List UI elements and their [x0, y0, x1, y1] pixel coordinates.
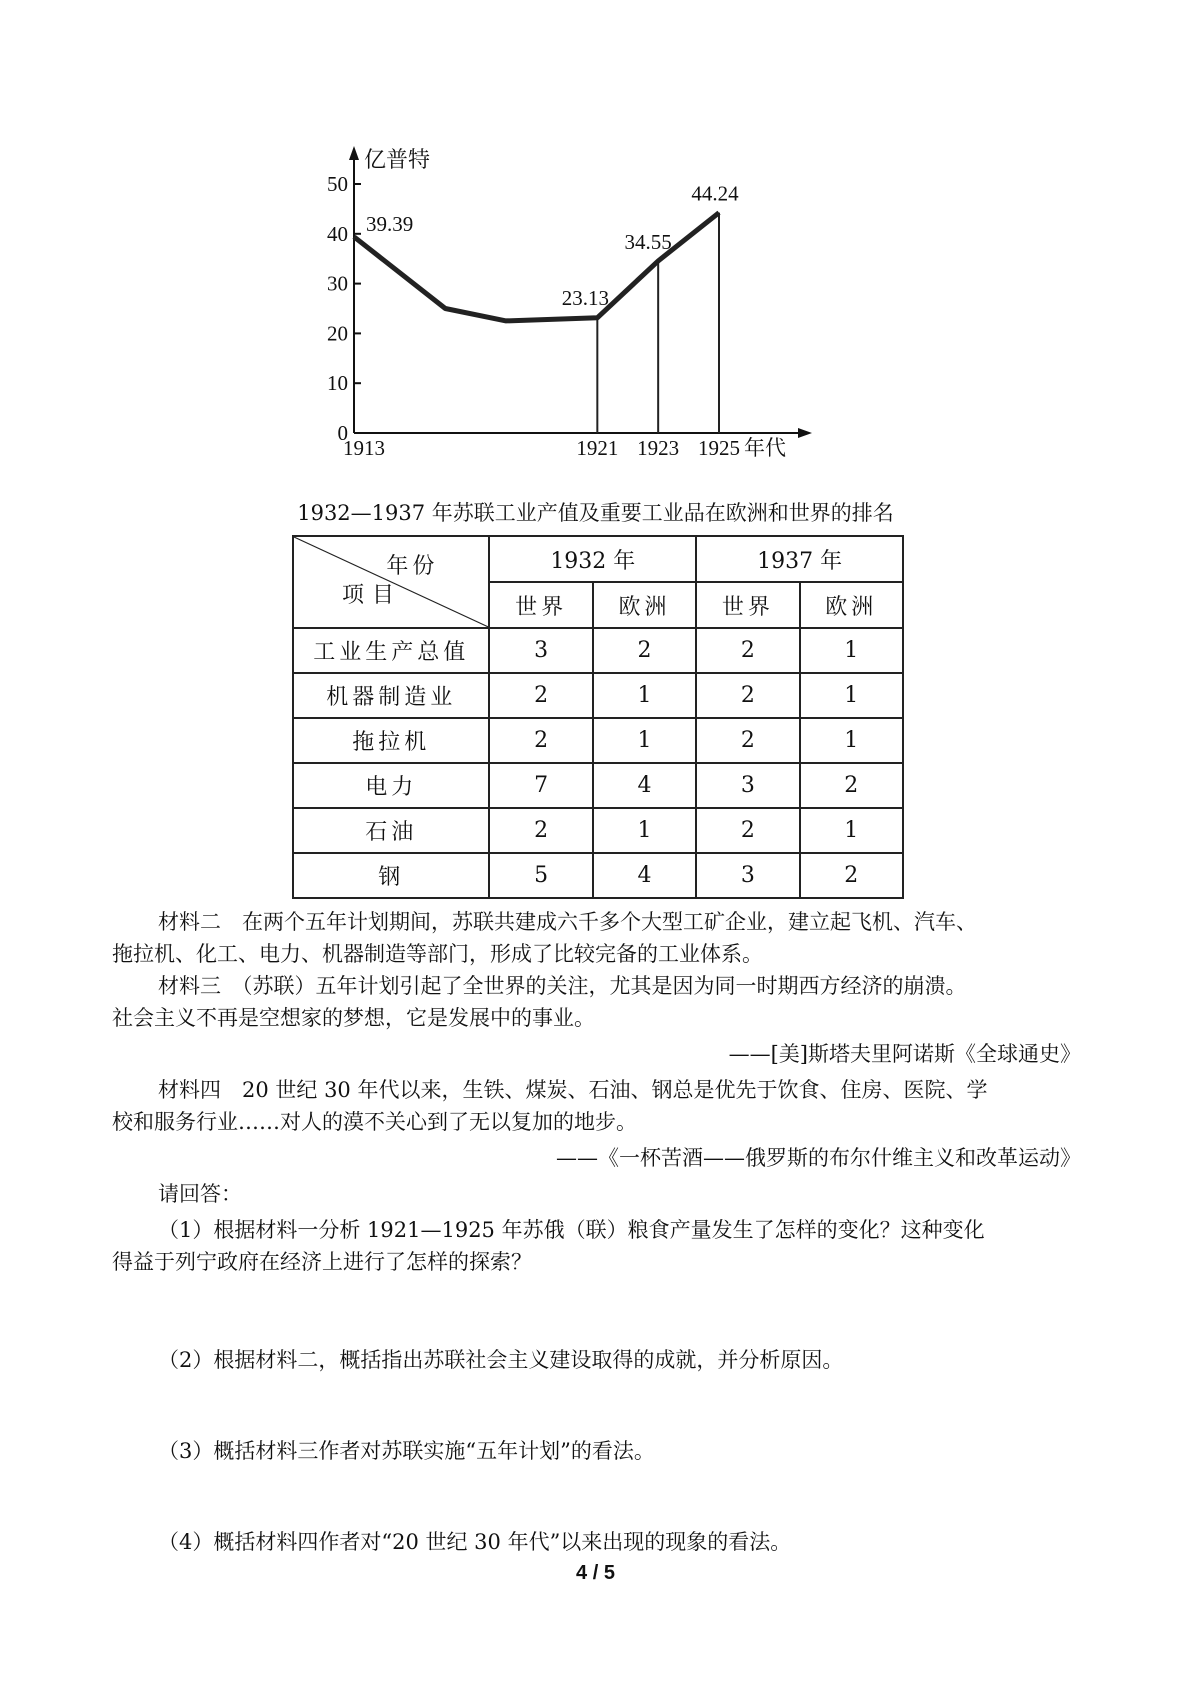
table-cell: 1 — [800, 808, 903, 853]
table-cell: 5 — [489, 853, 592, 898]
table-header-diagonal — [293, 536, 489, 628]
table-cell: 2 — [696, 718, 799, 763]
table-cell: 2 — [489, 808, 592, 853]
table-cell: 2 — [489, 673, 592, 718]
x-tick-label: 1925 — [698, 436, 740, 460]
row-label: 机器制造业 — [293, 673, 489, 718]
y-tick-label: 30 — [327, 271, 348, 296]
table-cell: 2 — [696, 673, 799, 718]
material-2-line-1: 材料二 在两个五年计划期间，苏联共建成六千多个大型工矿企业，建立起飞机、汽车、 — [158, 910, 977, 934]
sub-header: 世界 — [489, 582, 592, 628]
table-row — [293, 808, 903, 853]
table-cell: 1 — [800, 673, 903, 718]
table-row — [293, 718, 903, 763]
table-cell: 1 — [800, 628, 903, 673]
question-1-line-2: 得益于列宁政府在经济上进行了怎样的探索？ — [112, 1250, 532, 1274]
y-tick-label: 20 — [327, 321, 348, 346]
question-4: （4）概括材料四作者对“20 世纪 30 年代”以来出现的现象的看法。 — [158, 1530, 792, 1554]
table-cell: 2 — [800, 853, 903, 898]
row-label: 拖拉机 — [293, 718, 489, 763]
table-cell: 2 — [800, 763, 903, 808]
row-label: 钢 — [293, 853, 489, 898]
question-1-line-1: （1）根据材料一分析 1921—1925 年苏俄（联）粮食产量发生了怎样的变化？这种变化 — [158, 1218, 985, 1242]
grain-output-line-chart — [327, 140, 860, 480]
material-3-line-2: 社会主义不再是空想家的梦想，它是发展中的事业。 — [112, 1006, 595, 1030]
x-axis-label: 年代 — [744, 436, 786, 460]
table-row — [293, 673, 903, 718]
x-tick-label: 1923 — [637, 436, 680, 460]
table-cell: 4 — [593, 763, 696, 808]
y-axis-label: 亿普特 — [364, 147, 431, 172]
material-4-line-2: 校和服务行业……对人的漠不关心到了无以复加的地步。 — [112, 1110, 637, 1134]
year-header: 1937 年 — [696, 536, 903, 582]
data-label: 44.24 — [691, 181, 739, 206]
y-tick-label: 50 — [327, 172, 348, 196]
y-tick-label: 10 — [327, 371, 348, 396]
y-tick-label: 40 — [327, 221, 348, 246]
table-cell: 3 — [696, 763, 799, 808]
table-cell: 1 — [593, 673, 696, 718]
header-year-label: 年份 — [386, 554, 439, 579]
table-cell: 7 — [489, 763, 592, 808]
table-cell: 3 — [696, 853, 799, 898]
x-tick-label: 1921 — [576, 436, 619, 460]
sub-header: 欧洲 — [800, 582, 903, 628]
table-row — [293, 853, 903, 898]
sub-header: 世界 — [696, 582, 799, 628]
material-3-line-1: 材料三 （苏联）五年计划引起了全世界的关注，尤其是因为同一时期西方经济的崩溃。 — [158, 974, 967, 998]
row-label: 石油 — [293, 808, 489, 853]
year-header: 1932 年 — [489, 536, 696, 582]
data-label: 23.13 — [561, 285, 609, 310]
table-cell: 1 — [593, 808, 696, 853]
table-cell: 3 — [489, 628, 592, 673]
table-cell: 1 — [800, 718, 903, 763]
y-tick-label: 0 — [337, 421, 348, 445]
row-label: 电力 — [293, 763, 489, 808]
sub-header: 欧洲 — [593, 582, 696, 628]
row-label: 工业生产总值 — [293, 628, 489, 673]
table-cell: 2 — [489, 718, 592, 763]
answer-prompt: 请回答： — [158, 1182, 242, 1206]
material-3-source: ——[美]斯塔夫里阿诺斯《全球通史》 — [728, 1042, 1081, 1066]
table-cell: 4 — [593, 853, 696, 898]
table-cell: 2 — [593, 628, 696, 673]
data-label: 34.55 — [624, 229, 672, 254]
table-cell: 2 — [696, 808, 799, 853]
material-4-line-1: 材料四 20 世纪 30 年代以来，生铁、煤炭、石油、钢总是优先于饮食、住房、医院、学 — [158, 1078, 988, 1102]
table-cell: 2 — [696, 628, 799, 673]
question-3: （3）概括材料三作者对苏联实施“五年计划”的看法。 — [158, 1439, 655, 1463]
ranking-table — [292, 535, 904, 899]
material-4-source: ——《一杯苦酒——俄罗斯的布尔什维主义和改革运动》 — [556, 1146, 1081, 1170]
header-item-label: 项目 — [342, 583, 403, 608]
x-tick-label: 1913 — [343, 436, 385, 460]
question-2: （2）根据材料二，概括指出苏联社会主义建设取得的成就，并分析原因。 — [158, 1348, 844, 1372]
table-cell: 1 — [593, 718, 696, 763]
data-label: 39.39 — [366, 211, 414, 236]
page-number: 4 / 5 — [576, 1562, 615, 1584]
table-caption: 1932—1937 年苏联工业产值及重要工业品在欧洲和世界的排名 — [297, 501, 894, 525]
table-row — [293, 763, 903, 808]
table-row — [293, 628, 903, 673]
material-2-line-2: 拖拉机、化工、电力、机器制造等部门，形成了比较完备的工业体系。 — [112, 942, 763, 966]
